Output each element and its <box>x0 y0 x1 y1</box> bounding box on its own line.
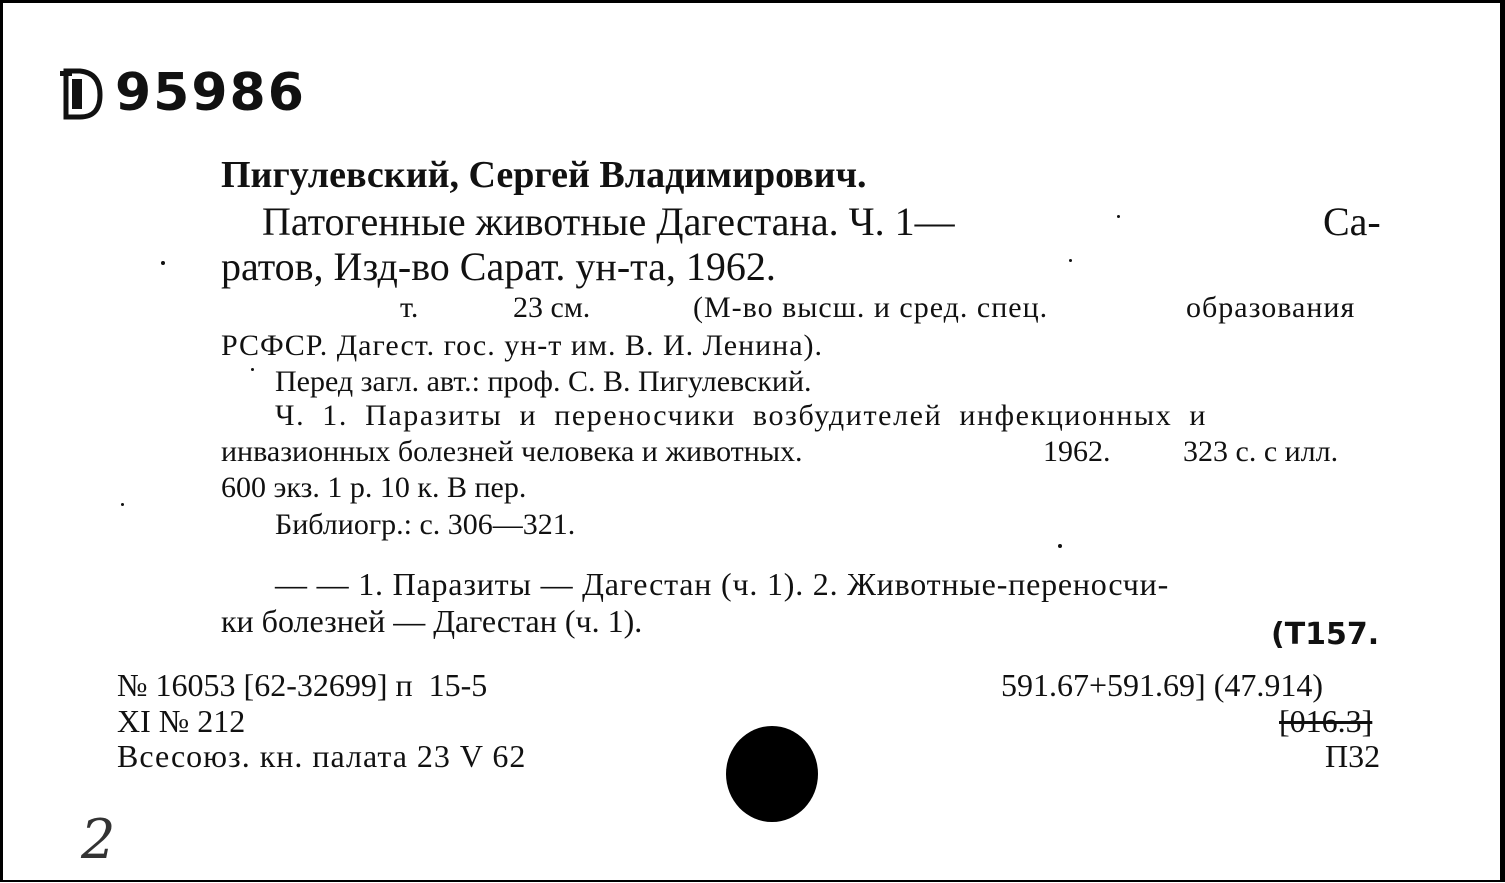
book-chamber-line: Всесоюз. кн. палата 23 V 62 <box>117 738 527 774</box>
publisher-note-line-2: РСФСР. Дагест. гос. ун-т им. В. И. Ленина). <box>221 329 824 362</box>
registration-number: № 16053 [62-32699] п 15-5 <box>117 667 488 703</box>
subject-line-1: — — 1. Паразиты — Дагестан (ч. 1). 2. Животные-переносчи- <box>275 566 1170 602</box>
punch-hole <box>726 726 818 822</box>
speck <box>1058 544 1062 548</box>
bibliography-note: Библиогр.: с. 306—321. <box>275 508 576 541</box>
publisher-note-b: образования <box>1186 291 1356 324</box>
part-line-3: 600 экз. 1 р. 10 к. В пер. <box>221 471 527 504</box>
speck <box>1069 259 1072 262</box>
subject-line-2: ки болезней — Дагестан (ч. 1). <box>221 603 643 639</box>
stamp-d-icon <box>58 63 106 123</box>
size-label: 23 см. <box>513 291 591 324</box>
speck <box>1117 215 1120 218</box>
note-before-title: Перед загл. авт.: проф. С. В. Пигулевский. <box>275 365 812 398</box>
shelf-mark: П32 <box>1325 738 1381 774</box>
part-line-2: инвазионных болезней человека и животных. <box>221 435 803 468</box>
title-line-1-hyphen: Са- <box>1323 199 1381 244</box>
speck <box>251 368 254 371</box>
speck <box>161 261 165 265</box>
udc-classification: 591.67+591.69] (47.914) <box>1001 667 1324 703</box>
pencil-mark: 2 <box>81 808 116 871</box>
publisher-note-a: (М-во высш. и сред. спец. <box>693 291 1049 324</box>
speck <box>121 503 124 506</box>
author-heading: Пигулевский, Сергей Владимирович. <box>221 154 867 196</box>
accession-number: 95986 <box>115 63 306 123</box>
title-line-2: ратов, Изд-во Сарат. ун-та, 1962. <box>221 244 776 289</box>
part-year: 1962. <box>1043 435 1111 468</box>
part-line-1: Ч. 1. Паразиты и переносчики возбудителей инфекционных и <box>275 399 1208 432</box>
title-line-1: Патогенные животные Дагестана. Ч. 1— <box>262 199 955 244</box>
udc-old-classification: [016.3] <box>1279 703 1373 739</box>
series-number: XI № 212 <box>117 703 246 739</box>
part-pages: 323 с. с илл. <box>1183 435 1339 468</box>
handwritten-code: (Т157. <box>1271 617 1380 652</box>
volume-label: т. <box>400 291 419 324</box>
